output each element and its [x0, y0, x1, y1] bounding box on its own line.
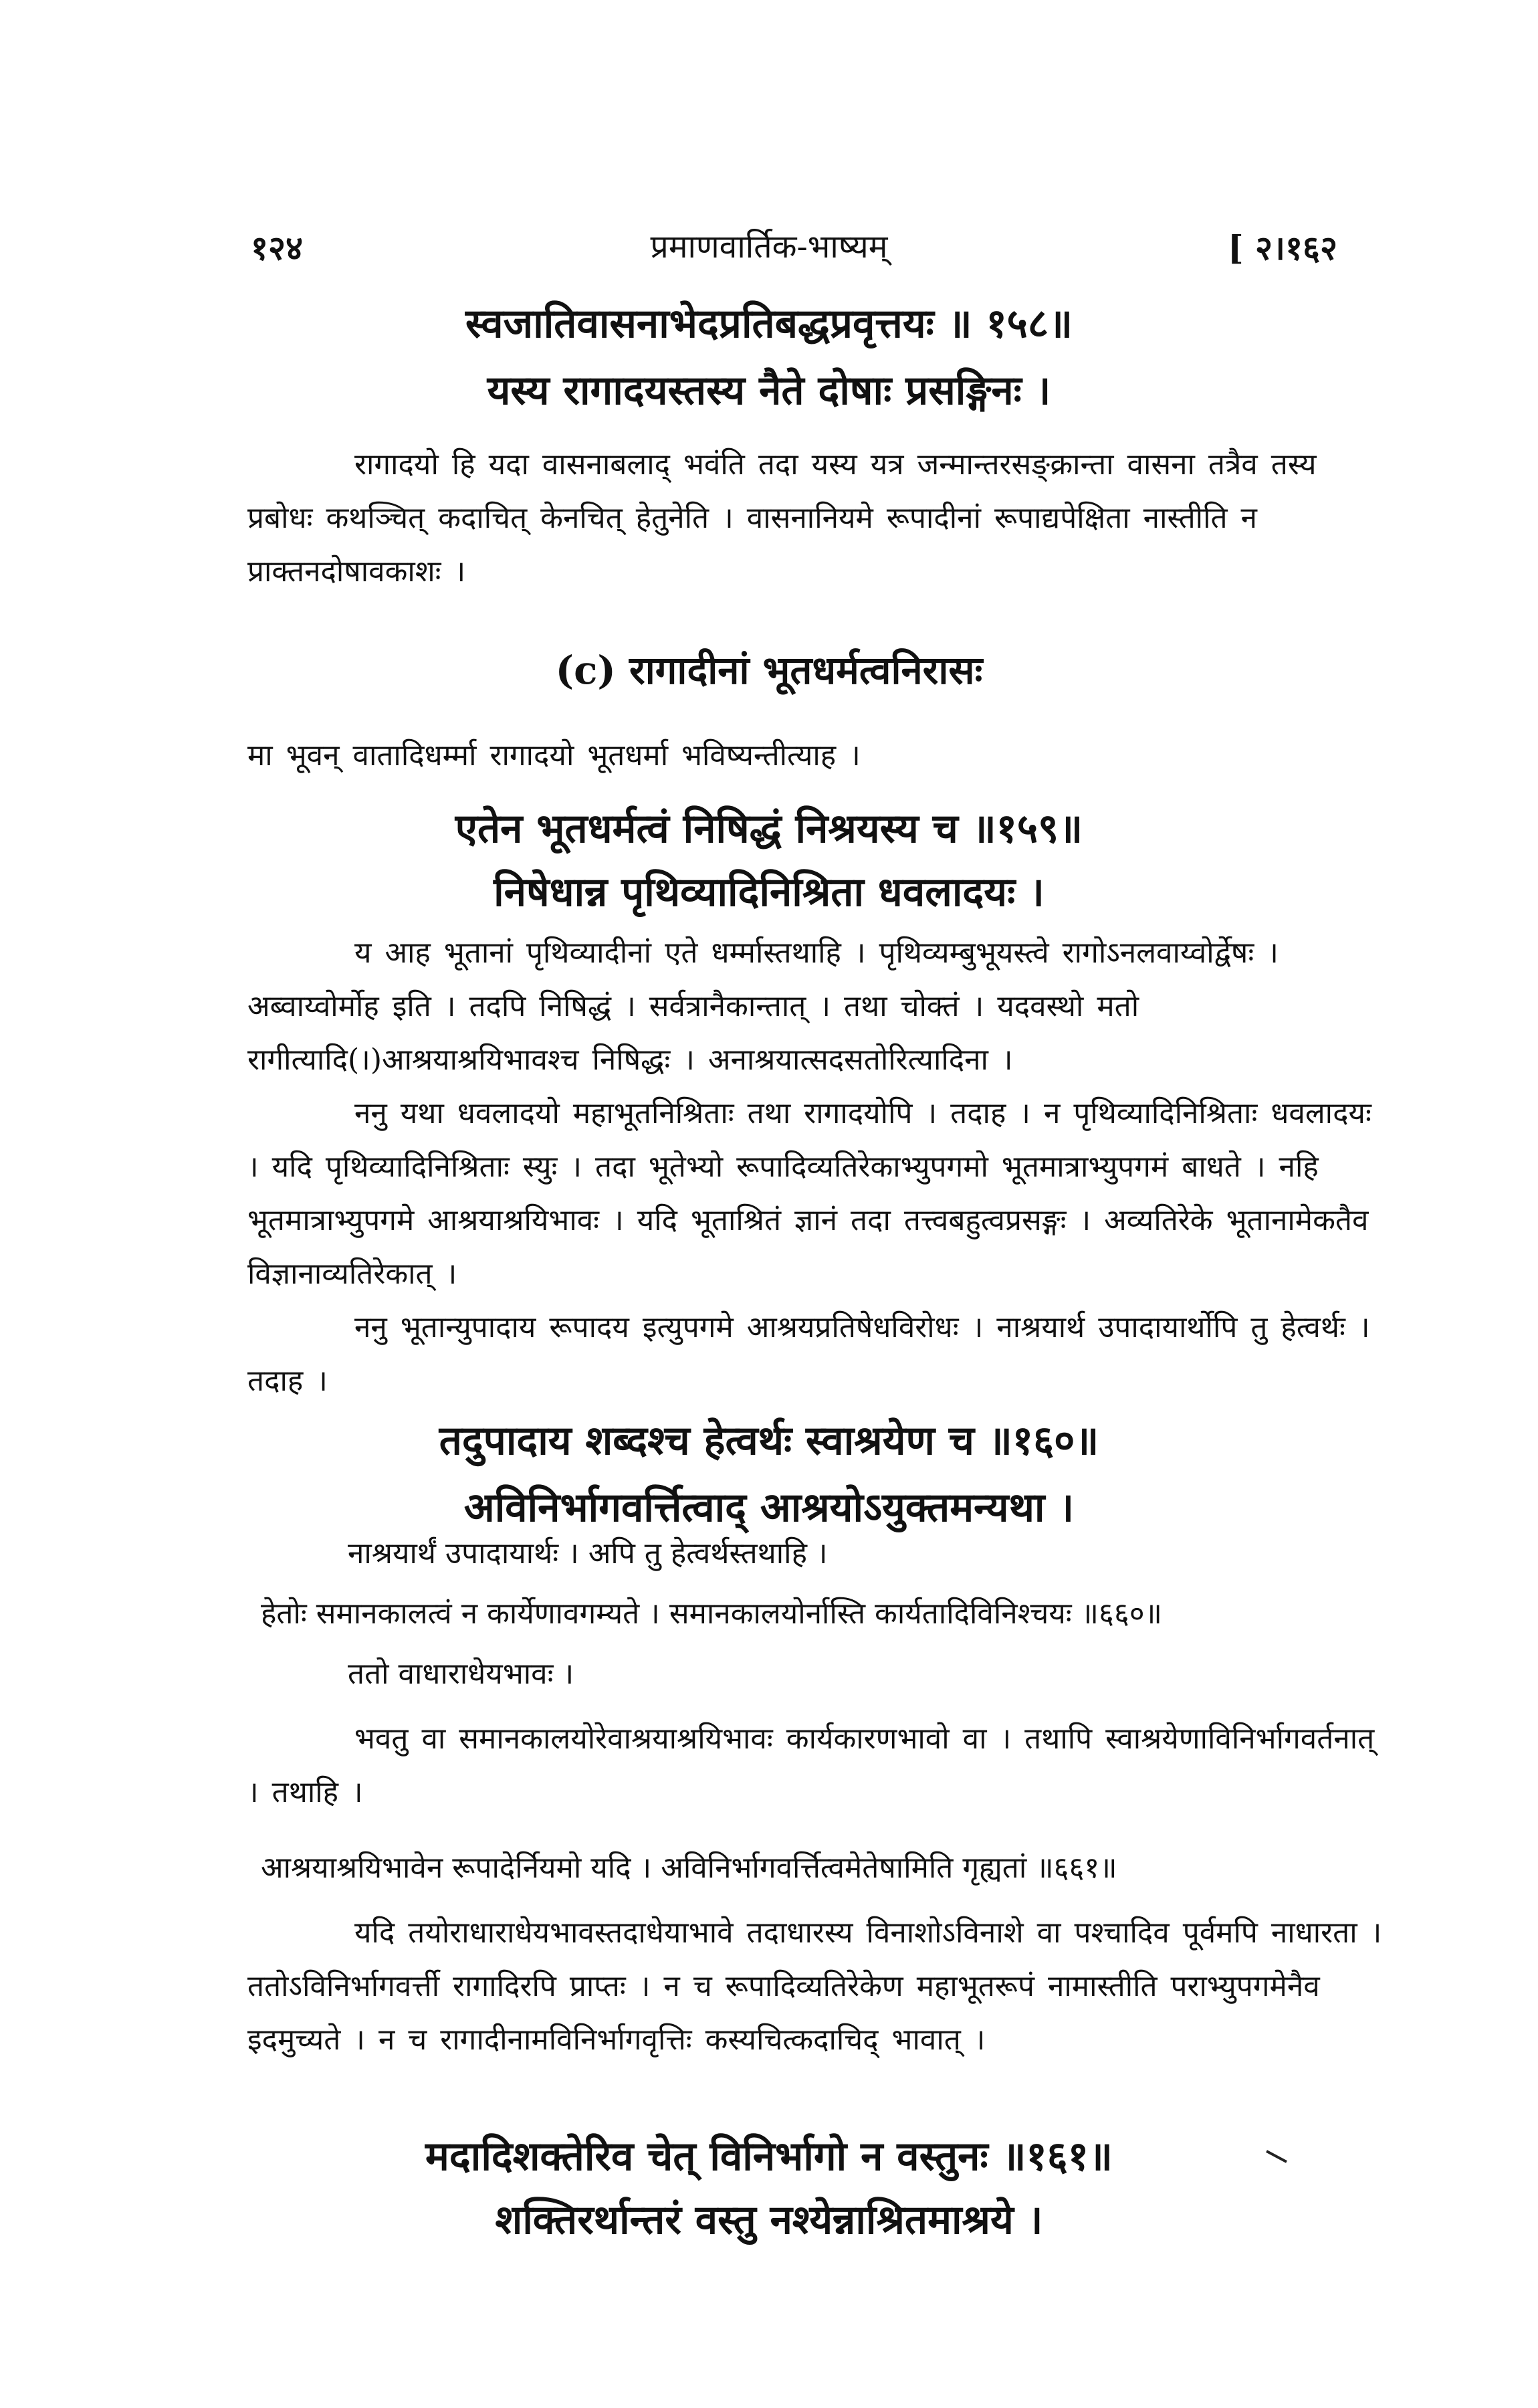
page-number: १२४ [251, 228, 303, 268]
verse-158-line-1: स्वजातिवासनाभेदप्रतिबद्धप्रवृत्तयः ॥ १५८॥ [465, 300, 1073, 347]
commentary-paragraph-3: य आह भूतानां पृथिव्यादीनां एते धर्म्मास्तथाहि । पृथिव्यम्बुभूयस्त्वे रागोऽनलवाय्वोर्द्वेषः । अब्वाय्वोर्मोह इति । तदपि निषिद्धं । सर्वत्रानैकान्तात् । तथा चोक्तं । यदवस्थो मतो रागीत्यादि(।)आश्रयाश्रयिभावश्च निषिद्धः । अनाश्रयात्सदसतोरित्यादिना । [247, 936, 1279, 1077]
commentary-paragraph-5: ननु भूतान्युपादाय रूपादय इत्युपगमे आश्रयप्रतिषेधविरोधः । नाश्रयार्थ उपादायार्थोपि तु हेत्वर्थः । तदाह । [247, 1310, 1370, 1398]
commentary-paragraph-6: भवतु वा समानकालयोरेवाश्रयाश्रयिभावः कार्यकारणभावो वा । तथापि स्वाश्रयेणाविनिर्भागवर्तनात् । तथाहि । [247, 1722, 1375, 1809]
stray-mark-icon [1264, 2147, 1291, 2167]
commentary-line-b: ततो वाधाराधेयभावः । [348, 1657, 574, 1691]
verse-160-line-2: अविनिर्भागवर्त्तित्वाद् आश्रयोऽयुक्तमन्यथा । [463, 1484, 1075, 1531]
commentary-line-a: नाश्रयार्थं उपादायार्थः । अपि तु हेत्वर्थस्तथाहि । [348, 1536, 828, 1571]
verse-161-line-1: मदादिशक्तेरिव चेत् विनिर्भागो न वस्तुनः ॥१६१॥ [425, 2133, 1113, 2180]
commentary-paragraph-1: रागादयो हि यदा वासनाबलाद् भवंति तदा यस्य यत्र जन्मान्तरसङ्क्रान्ता वासना तत्रैव तस्य प्रबोधः कथञ्चित् कदाचित् केनचित् हेतुनेति । वासनानियमे रूपादीनां रूपाद्यपेक्षिता नास्तीति न प्राक्तनदोषावकाशः । [247, 447, 1317, 589]
running-title: प्रमाणवार्तिक-भाष्यम् [650, 228, 888, 266]
section-heading-c: (c) रागादीनां भूतधर्मत्वनिरासः [555, 647, 983, 693]
section-reference: [ २।१६२ [1227, 228, 1337, 268]
verse-161-line-2: शक्तिरर्थान्तरं वस्तु नश्येन्नाश्रितमाश्रये । [495, 2197, 1043, 2243]
karika-661: आश्रयाश्रयिभावेन रूपादेर्नियमो यदि । अविनिर्भागवर्त्तित्वमेतेषामिति गृह्यतां ॥६६१॥ [261, 1851, 1117, 1885]
commentary-paragraph-7: यदि तयोराधाराधेयभावस्तदाधेयाभावे तदाधारस्य विनाशोऽविनाशे वा पश्चादिव पूर्वमपि नाधारता । ततोऽविनिर्भागवर्त्ती रागादिरपि प्राप्तः । न च रूपादिव्यतिरेकेण महाभूतरूपं नामास्तीति पराभ्युपगमेनैव इदमुच्यते । न च रागादीनामविनिर्भागवृत्तिः कस्यचित्कदाचिद् भावात् । [247, 1916, 1382, 2057]
verse-159-line-2: निषेधान्न पृथिव्यादिनिश्रिता धवलादयः । [493, 869, 1045, 916]
verse-158-line-2: यस्य रागादयस्तस्य नैते दोषाः प्रसङ्गिनः । [487, 367, 1051, 414]
karika-660: हेतोः समानकालत्वं न कार्येणावगम्यते । समानकालयोर्नास्ति कार्यतादिविनिश्चयः ॥६६०॥ [261, 1597, 1163, 1631]
commentary-paragraph-4: ननु यथा धवलादयो महाभूतनिश्रिताः तथा रागादयोपि । तदाह । न पृथिव्यादिनिश्रिताः धवलादयः । यदि पृथिव्यादिनिश्रिताः स्युः । तदा भूतेभ्यो रूपादिव्यतिरेकाभ्युपगमो भूतमात्राभ्युपगमं बाधते । नहि भूतमात्राभ्युपगमे आश्रयाश्रयिभावः । यदि भूताश्रितं ज्ञानं तदा तत्त्वबहुत्वप्रसङ्गः । अव्यतिरेके भूतानामेकतैव विज्ञानाव्यतिरेकात् । [247, 1096, 1371, 1291]
verse-160-line-1: तदुपादाय शब्दश्च हेत्वर्थः स्वाश्रयेण च ॥१६०॥ [439, 1417, 1099, 1464]
verse-159-line-1: एतेन भूतधर्मत्वं निषिद्धं निश्रयस्य च ॥१५९॥ [455, 805, 1083, 852]
commentary-paragraph-2: मा भूवन् वातादिधर्म्मा रागादयो भूतधर्मा भविष्यन्तीत्याह । [247, 738, 861, 773]
